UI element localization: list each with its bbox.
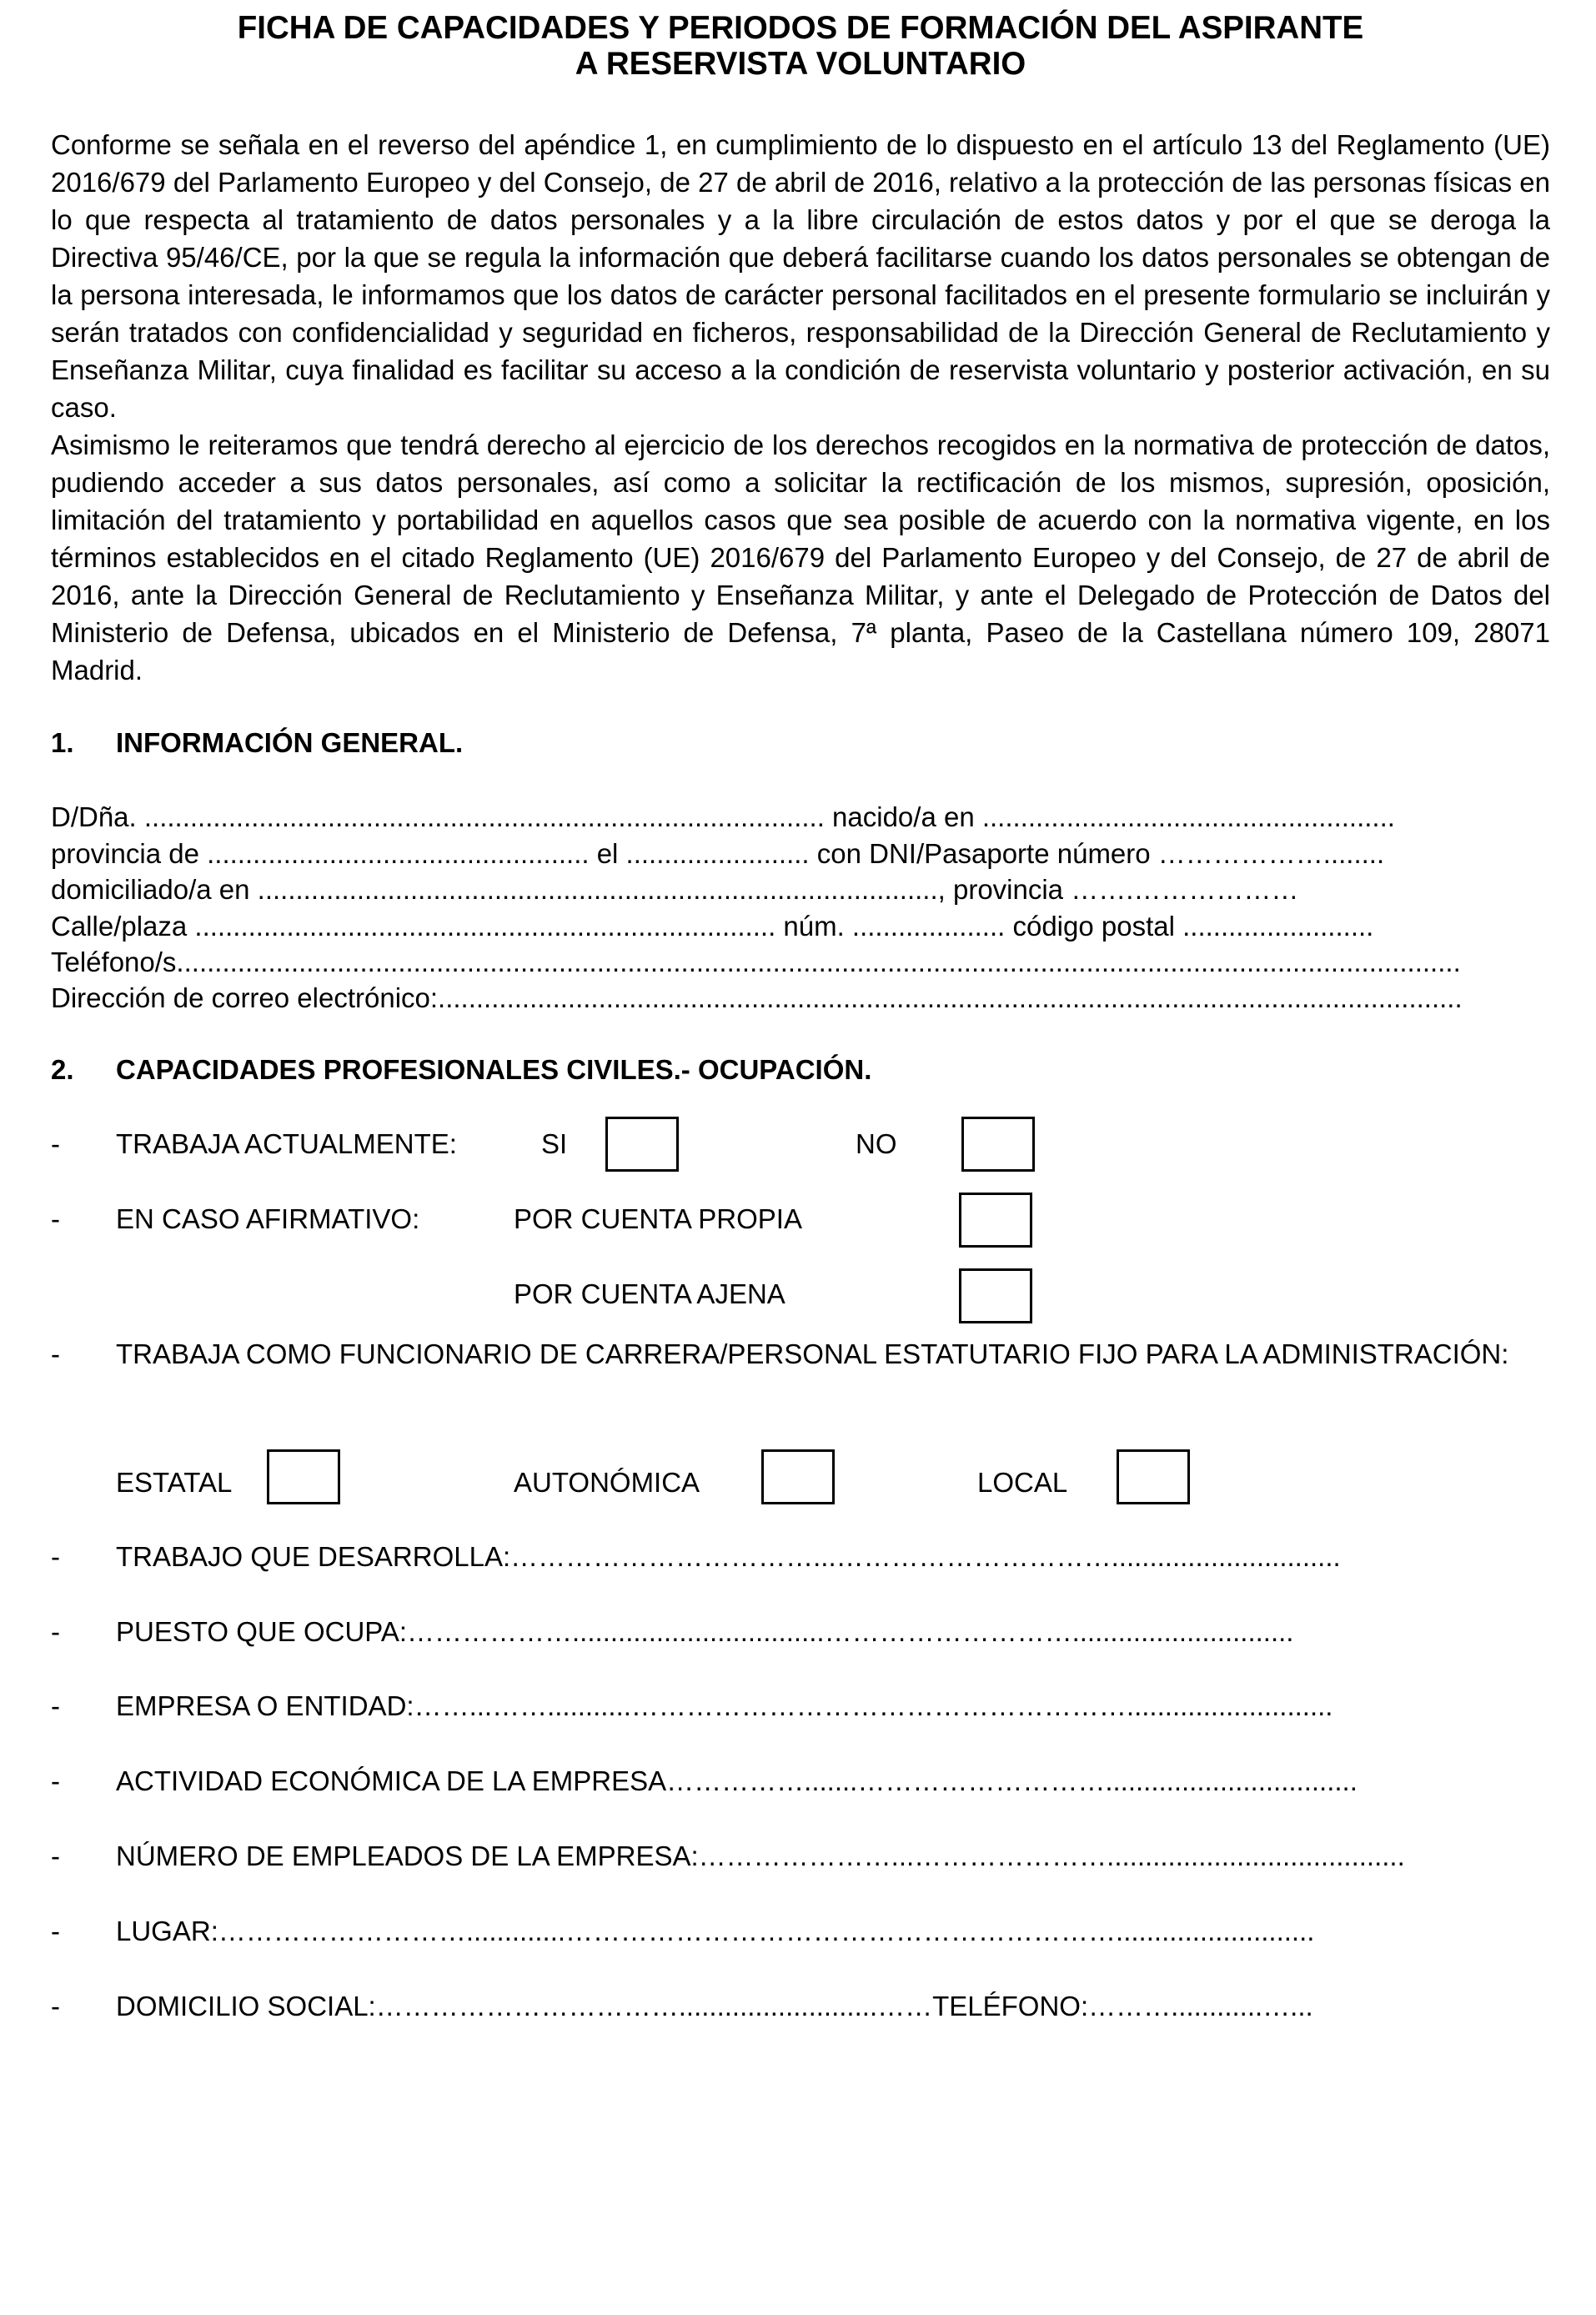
- field-street-number-postcode[interactable]: Calle/plaza ............................................................................ núm. .................... código postal .........................: [51, 911, 1374, 942]
- employee-checkbox[interactable]: [959, 1268, 1032, 1323]
- regional-checkbox[interactable]: [761, 1449, 835, 1504]
- yes-label: SI: [541, 1128, 568, 1159]
- field-place[interactable]: LUGAR:……………………….............……………………………………………………..........................: [116, 1916, 1315, 1946]
- field-position-held[interactable]: PUESTO QUE OCUPA:……………….................................……………………….............................: [116, 1616, 1294, 1647]
- list-dash: -: [51, 1690, 60, 1721]
- list-dash: -: [51, 1840, 60, 1871]
- field-phone[interactable]: Teléfono/s........................................................................................................................................................................: [51, 947, 1461, 977]
- privacy-notice: [51, 126, 1550, 689]
- list-dash: -: [51, 1203, 60, 1234]
- civil-servant-question: [51, 1335, 1550, 1373]
- self-employed-label: POR CUENTA PROPIA: [514, 1203, 802, 1234]
- list-dash: -: [51, 1338, 60, 1369]
- field-economic-activity[interactable]: ACTIVIDAD ECONÓMICA DE LA EMPRESA…………….......……………………….................................: [116, 1765, 1358, 1796]
- field-domicile-province[interactable]: domiciliado/a en ........................................................................................., provincia …….………………: [51, 874, 1299, 905]
- state-checkbox[interactable]: [267, 1449, 340, 1504]
- self-employed-checkbox[interactable]: [959, 1193, 1032, 1248]
- section-1-title: INFORMACIÓN GENERAL.: [116, 727, 464, 758]
- list-dash: -: [51, 1128, 60, 1159]
- employee-label: POR CUENTA AJENA: [514, 1278, 785, 1309]
- list-dash: -: [51, 1765, 60, 1796]
- works-currently-label: TRABAJA ACTUALMENTE:: [116, 1128, 457, 1159]
- title-line-1: FICHA DE CAPACIDADES Y PERIODOS DE FORMACIÓN DEL ASPIRANTE: [237, 10, 1364, 46]
- form-title: [50, 10, 1551, 82]
- list-dash: -: [51, 1916, 60, 1946]
- regional-label: AUTONÓMICA: [514, 1467, 700, 1498]
- field-province-date-dni[interactable]: provincia de .................................................. el ........................ con DNI/Pasaporte número ………………........: [51, 838, 1385, 869]
- list-dash: -: [51, 1616, 60, 1647]
- yes-checkbox[interactable]: [605, 1117, 679, 1172]
- field-registered-office-phone[interactable]: DOMICILIO SOCIAL:……………………………..........................……TELÉFONO:………............…...: [116, 1991, 1313, 2021]
- field-name-birthplace[interactable]: D/Dña. ......................................................................................... nacido/a en ......................................................: [51, 801, 1395, 832]
- section-2-title: CAPACIDADES PROFESIONALES CIVILES.- OCUPACIÓN.: [116, 1054, 872, 1085]
- section-2-number: 2.: [51, 1054, 74, 1085]
- local-label: LOCAL: [977, 1467, 1068, 1498]
- no-checkbox[interactable]: [961, 1117, 1035, 1172]
- no-label: NO: [856, 1128, 897, 1159]
- privacy-paragraph-2: Asimismo le reiteramos que tendrá derecho al ejercicio de los derechos recogidos en la normativa de protección de datos, pudiendo acceder a sus datos personales, así como a solicitar la rectificación de los mismos, supresión, oposición, limitación del tratamiento y portabilidad en aquellos casos que sea posible de acuerdo con la normativa vigente, en los términos establecidos en el citado Reglamento (UE) 2016/679 del Parlamento Europeo y del Consejo, de 27 de abril de 2016, ante la Dirección General de Reclutamiento y Enseñanza Militar, y ante el Delegado de Protección de Datos del Ministerio de Defensa, ubicados en el Ministerio de Defensa, 7ª planta, Paseo de la Castellana número 109, 28071 Madrid.: [51, 429, 1550, 685]
- list-dash: -: [51, 1541, 60, 1572]
- field-employee-count[interactable]: NÚMERO DE EMPLEADOS DE LA EMPRESA:…………………...………………….......................................: [116, 1840, 1405, 1871]
- section-1-number: 1.: [51, 727, 74, 758]
- list-dash: -: [51, 1991, 60, 2021]
- state-label: ESTATAL: [116, 1467, 233, 1498]
- title-line-2: A RESERVISTA VOLUNTARIO: [575, 46, 1026, 82]
- field-email[interactable]: Dirección de correo electrónico:......................................................................................................................................: [51, 982, 1463, 1013]
- field-job-performed[interactable]: TRABAJO QUE DESARROLLA:……………………………...…………………………..............................: [116, 1541, 1341, 1572]
- civil-servant-label: TRABAJA COMO FUNCIONARIO DE CARRERA/PERSONAL ESTATUTARIO FIJO PARA LA ADMINISTRACIÓN:: [116, 1338, 1509, 1369]
- field-company[interactable]: EMPRESA O ENTIDAD:……...……...........………………………………………………...........................: [116, 1690, 1333, 1721]
- privacy-paragraph-1: Conforme se señala en el reverso del apéndice 1, en cumplimiento de lo dispuesto en el artículo 13 del Reglamento (UE) 2016/679 del Parlamento Europeo y del Consejo, de 27 de abril de 2016, relativo a la protección de las personas físicas en lo que respecta al tratamiento de datos personales y a la libre circulación de estos datos y por el que se deroga la Directiva 95/46/CE, por la que se regula la información que deberá facilitarse cuando los datos personales se obtengan de la persona interesada, le informamos que los datos de carácter personal facilitados en el presente formulario se incluirán y serán tratados con confidencialidad y seguridad en ficheros, responsabilidad de la Dirección General de Reclutamiento y Enseñanza Militar, cuya finalidad es facilitar su acceso a la condición de reservista voluntario y posterior activación, en su caso.: [51, 129, 1550, 423]
- if-affirmative-label: EN CASO AFIRMATIVO:: [116, 1203, 420, 1234]
- local-checkbox[interactable]: [1117, 1449, 1190, 1504]
